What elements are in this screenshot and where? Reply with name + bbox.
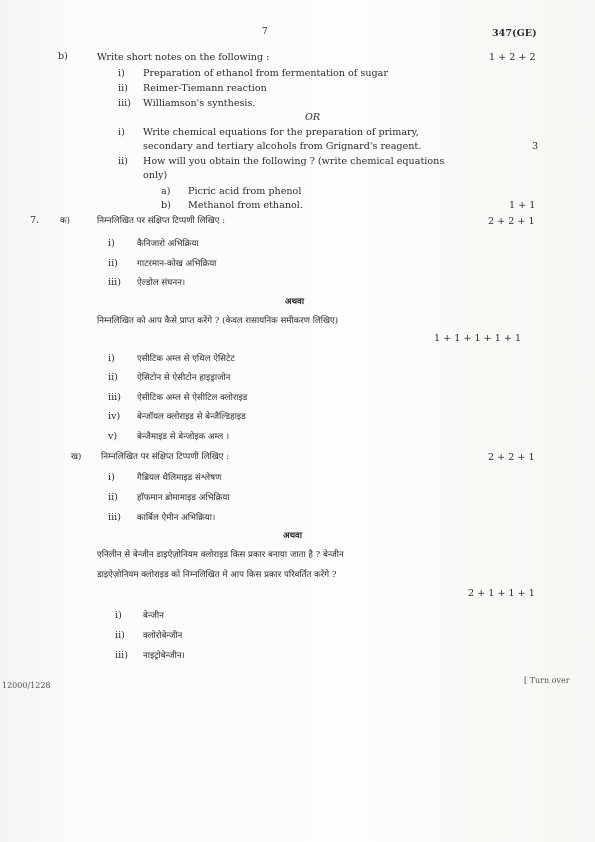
item-text: गैब्रियल थैलिमाइड संश्लेषण <box>137 473 222 483</box>
item-number: i) <box>118 127 125 138</box>
item-number: ii) <box>118 156 128 167</box>
item-text: नाइट्रोबेन्जीन। <box>143 651 185 661</box>
question-number: 7. <box>30 215 40 226</box>
sub-item-text: Methanol from ethanol. <box>188 200 303 211</box>
marks: 2 + 2 + 1 <box>488 216 535 227</box>
item-number: iii) <box>118 98 131 109</box>
or-separator: अथवा <box>285 297 305 307</box>
item-text-continued: secondary and tertiary alcohols from Grignard's reagent. <box>143 141 422 152</box>
item-text: ऐल्डोल संघनन। <box>137 278 186 288</box>
sub-item-number: b) <box>161 200 171 211</box>
item-number: iii) <box>115 650 128 661</box>
turn-over-note: [ Turn over <box>524 676 570 685</box>
question-label: b) <box>58 51 68 62</box>
item-text: How will you obtain the following ? (write chemical equations <box>143 156 445 167</box>
item-number: v) <box>108 431 118 442</box>
item-text: हॉफमान ब्रोमामाइड अभिक्रिया <box>137 493 230 503</box>
marks: 1 + 2 + 2 <box>489 52 536 63</box>
item-number: iii) <box>108 277 121 288</box>
item-number: i) <box>118 68 125 79</box>
item-number: iv) <box>108 411 121 422</box>
item-text: बेन्जॉयल क्लोराइड से बेन्जैल्डिहाइड <box>137 412 246 422</box>
item-text: कैनिजारो अभिक्रिया <box>137 239 199 249</box>
or-separator: अथवा <box>283 531 303 541</box>
item-text: Preparation of ethanol from fermentation of sugar <box>143 68 388 79</box>
item-text: ऐसिटोन से ऐसीटोन हाइड्राजोन <box>137 373 231 383</box>
question-intro: निम्नलिखित पर संक्षिप्त टिप्पणी लिखिए : <box>101 452 230 462</box>
sub-item-number: a) <box>161 186 171 197</box>
page-number: 7 <box>262 27 268 37</box>
item-text: Write chemical equations for the preparation of primary, <box>143 127 419 138</box>
question-text: एनिलीन से बेन्जीन डाइऐज़ोनियम क्लोराइड किस प्रकार बनाया जाता है ? बेन्जीन <box>97 550 344 560</box>
item-number: iii) <box>108 512 121 523</box>
item-number: i) <box>108 353 115 364</box>
item-text-continued: only) <box>143 170 168 181</box>
item-number: iii) <box>108 392 121 403</box>
item-text: Williamson's synthesis. <box>143 98 256 109</box>
item-number: ii) <box>108 492 118 503</box>
question-intro: निम्नलिखित को आप कैसे प्राप्त करेंगे ? (केवल रासायनिक समीकरण लिखिए) <box>97 316 339 326</box>
item-number: i) <box>108 472 115 483</box>
item-text: एसीटिक अम्ल से एथिल ऐसिटेट <box>137 354 235 364</box>
marks: 1 + 1 + 1 + 1 + 1 <box>434 333 522 344</box>
item-text: क्लोरोबेन्जीन <box>143 631 183 641</box>
item-number: ii) <box>118 83 128 94</box>
question-label: क) <box>60 216 70 226</box>
question-intro: निम्नलिखित पर संक्षिप्त टिप्पणी लिखिए : <box>97 216 226 226</box>
marks: 1 + 1 <box>509 200 536 211</box>
item-text: कार्बिल ऐमीन अभिक्रिया। <box>137 513 216 523</box>
marks: 2 + 1 + 1 + 1 <box>468 588 535 599</box>
paper-code: 347(GE) <box>492 28 537 39</box>
item-text: Reimer-Tiemann reaction <box>143 83 267 94</box>
question-intro: Write short notes on the following : <box>97 52 270 63</box>
item-text: बेन्जैमाइड से बेन्जोइक अम्ल । <box>137 432 230 442</box>
sub-item-text: Picric acid from phenol <box>188 186 302 197</box>
or-separator: OR <box>305 112 321 123</box>
item-text: गाटरमान-कोख अभिक्रिया <box>137 259 217 269</box>
item-number: ii) <box>108 258 118 269</box>
item-text: बेन्जीन <box>143 611 164 621</box>
item-number: ii) <box>115 630 125 641</box>
item-number: i) <box>115 610 122 621</box>
marks: 2 + 2 + 1 <box>488 452 535 463</box>
question-text-continued: डाइऐज़ोनियम क्लोराइड को निम्नलिखित में आप किस प्रकार परिवर्तित करेंगे ? <box>97 570 337 580</box>
question-label: ख) <box>71 452 82 462</box>
item-text: ऐसीटिक अम्ल से ऐसीटिल क्लोराइड <box>137 393 248 403</box>
item-number: i) <box>108 238 115 249</box>
marks: 3 <box>532 141 539 152</box>
footer-code: 12000/1228 <box>2 681 51 690</box>
item-number: ii) <box>108 372 118 383</box>
